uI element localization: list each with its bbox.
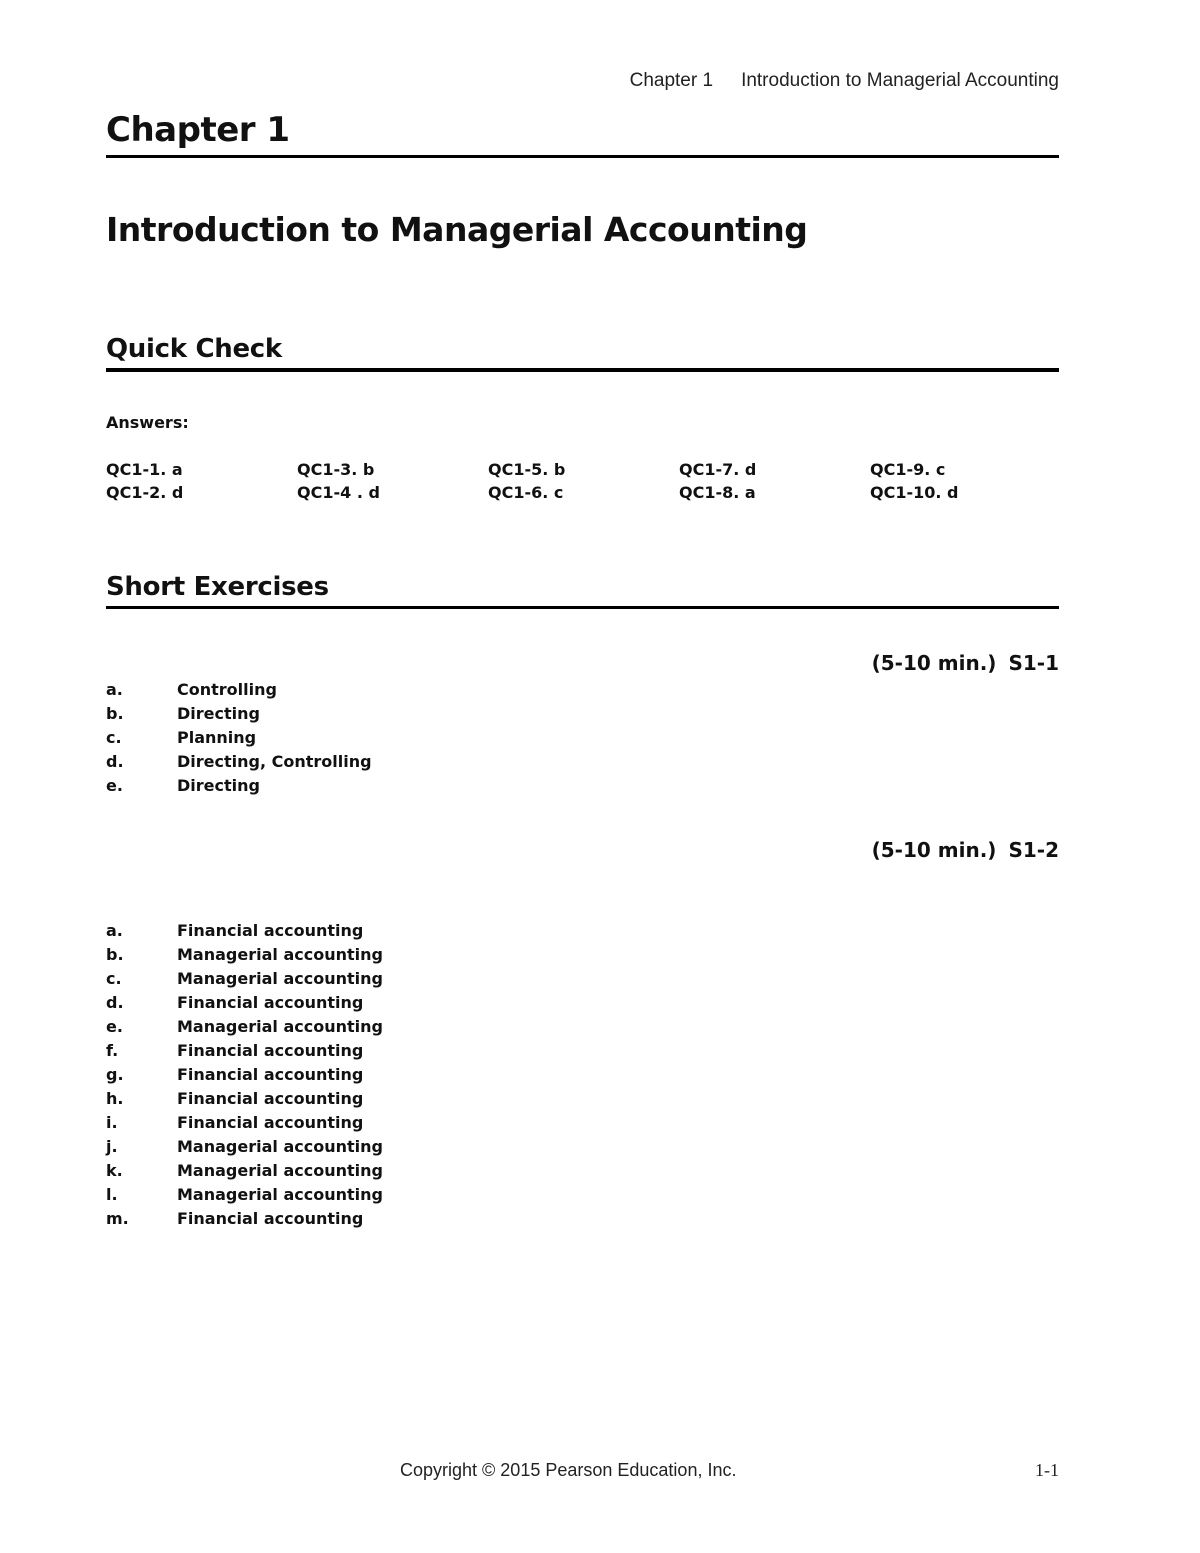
exercise-tag-s1-2 bbox=[872, 838, 1059, 862]
qc-answer: QC1-8. a bbox=[679, 483, 756, 502]
exercise-answers-s1-2 bbox=[106, 919, 706, 1231]
running-header bbox=[630, 70, 1059, 92]
list-item: c. Planning bbox=[106, 728, 257, 747]
document-page bbox=[106, 0, 1059, 1553]
list-item: a. Financial accounting bbox=[106, 921, 364, 940]
list-item: h. Financial accounting bbox=[106, 1089, 364, 1108]
quick-check-answers bbox=[106, 460, 1059, 506]
running-header-chapter: Chapter 1 bbox=[629, 70, 714, 91]
qc-answer: QC1-10. d bbox=[870, 483, 959, 502]
page-number: 1-1 bbox=[1035, 1460, 1059, 1480]
short-exercises-rule bbox=[106, 606, 1059, 609]
list-item: f. Financial accounting bbox=[106, 1041, 364, 1060]
list-item: g. Financial accounting bbox=[106, 1065, 364, 1084]
list-item: i. Financial accounting bbox=[106, 1113, 364, 1132]
exercise-tag-s1-1 bbox=[872, 651, 1059, 675]
list-item: j. Managerial accounting bbox=[106, 1137, 383, 1156]
qc-answer: QC1-1. a bbox=[106, 460, 183, 479]
list-item: l. Managerial accounting bbox=[106, 1185, 383, 1204]
list-item: b. Managerial accounting bbox=[106, 945, 383, 964]
list-item: e. Directing bbox=[106, 776, 260, 795]
exercise-id: S1-2 bbox=[1008, 838, 1059, 862]
quick-check-rule bbox=[106, 368, 1059, 372]
exercise-time: (5-10 min.) bbox=[871, 651, 997, 675]
list-item: d. Directing, Controlling bbox=[106, 752, 372, 771]
answers-label: Answers: bbox=[106, 413, 189, 432]
chapter-title: Chapter 1 bbox=[106, 110, 290, 150]
list-item: k. Managerial accounting bbox=[106, 1161, 383, 1180]
qc-answer: QC1-9. c bbox=[870, 460, 946, 479]
list-item: d. Financial accounting bbox=[106, 993, 364, 1012]
qc-answer: QC1-5. b bbox=[488, 460, 566, 479]
qc-answer: QC1-7. d bbox=[679, 460, 757, 479]
copyright-notice: Copyright © 2015 Pearson Education, Inc. bbox=[400, 1460, 737, 1480]
chapter-rule bbox=[106, 155, 1059, 158]
quick-check-heading: Quick Check bbox=[106, 334, 282, 364]
chapter-subtitle: Introduction to Managerial Accounting bbox=[106, 210, 808, 249]
qc-answer: QC1-3. b bbox=[297, 460, 375, 479]
list-item: c. Managerial accounting bbox=[106, 969, 383, 988]
exercise-id: S1-1 bbox=[1008, 651, 1059, 675]
qc-answer: QC1-6. c bbox=[488, 483, 564, 502]
qc-answer: QC1-4 . d bbox=[297, 483, 380, 502]
running-header-title: Introduction to Managerial Accounting bbox=[741, 70, 1059, 91]
list-item: a. Controlling bbox=[106, 680, 277, 699]
exercise-time: (5-10 min.) bbox=[871, 838, 997, 862]
list-item: m. Financial accounting bbox=[106, 1209, 364, 1228]
list-item: b. Directing bbox=[106, 704, 260, 723]
page-footer bbox=[106, 1460, 1059, 1484]
qc-answer: QC1-2. d bbox=[106, 483, 184, 502]
exercise-answers-s1-1 bbox=[106, 678, 706, 798]
short-exercises-heading: Short Exercises bbox=[106, 572, 329, 602]
list-item: e. Managerial accounting bbox=[106, 1017, 383, 1036]
